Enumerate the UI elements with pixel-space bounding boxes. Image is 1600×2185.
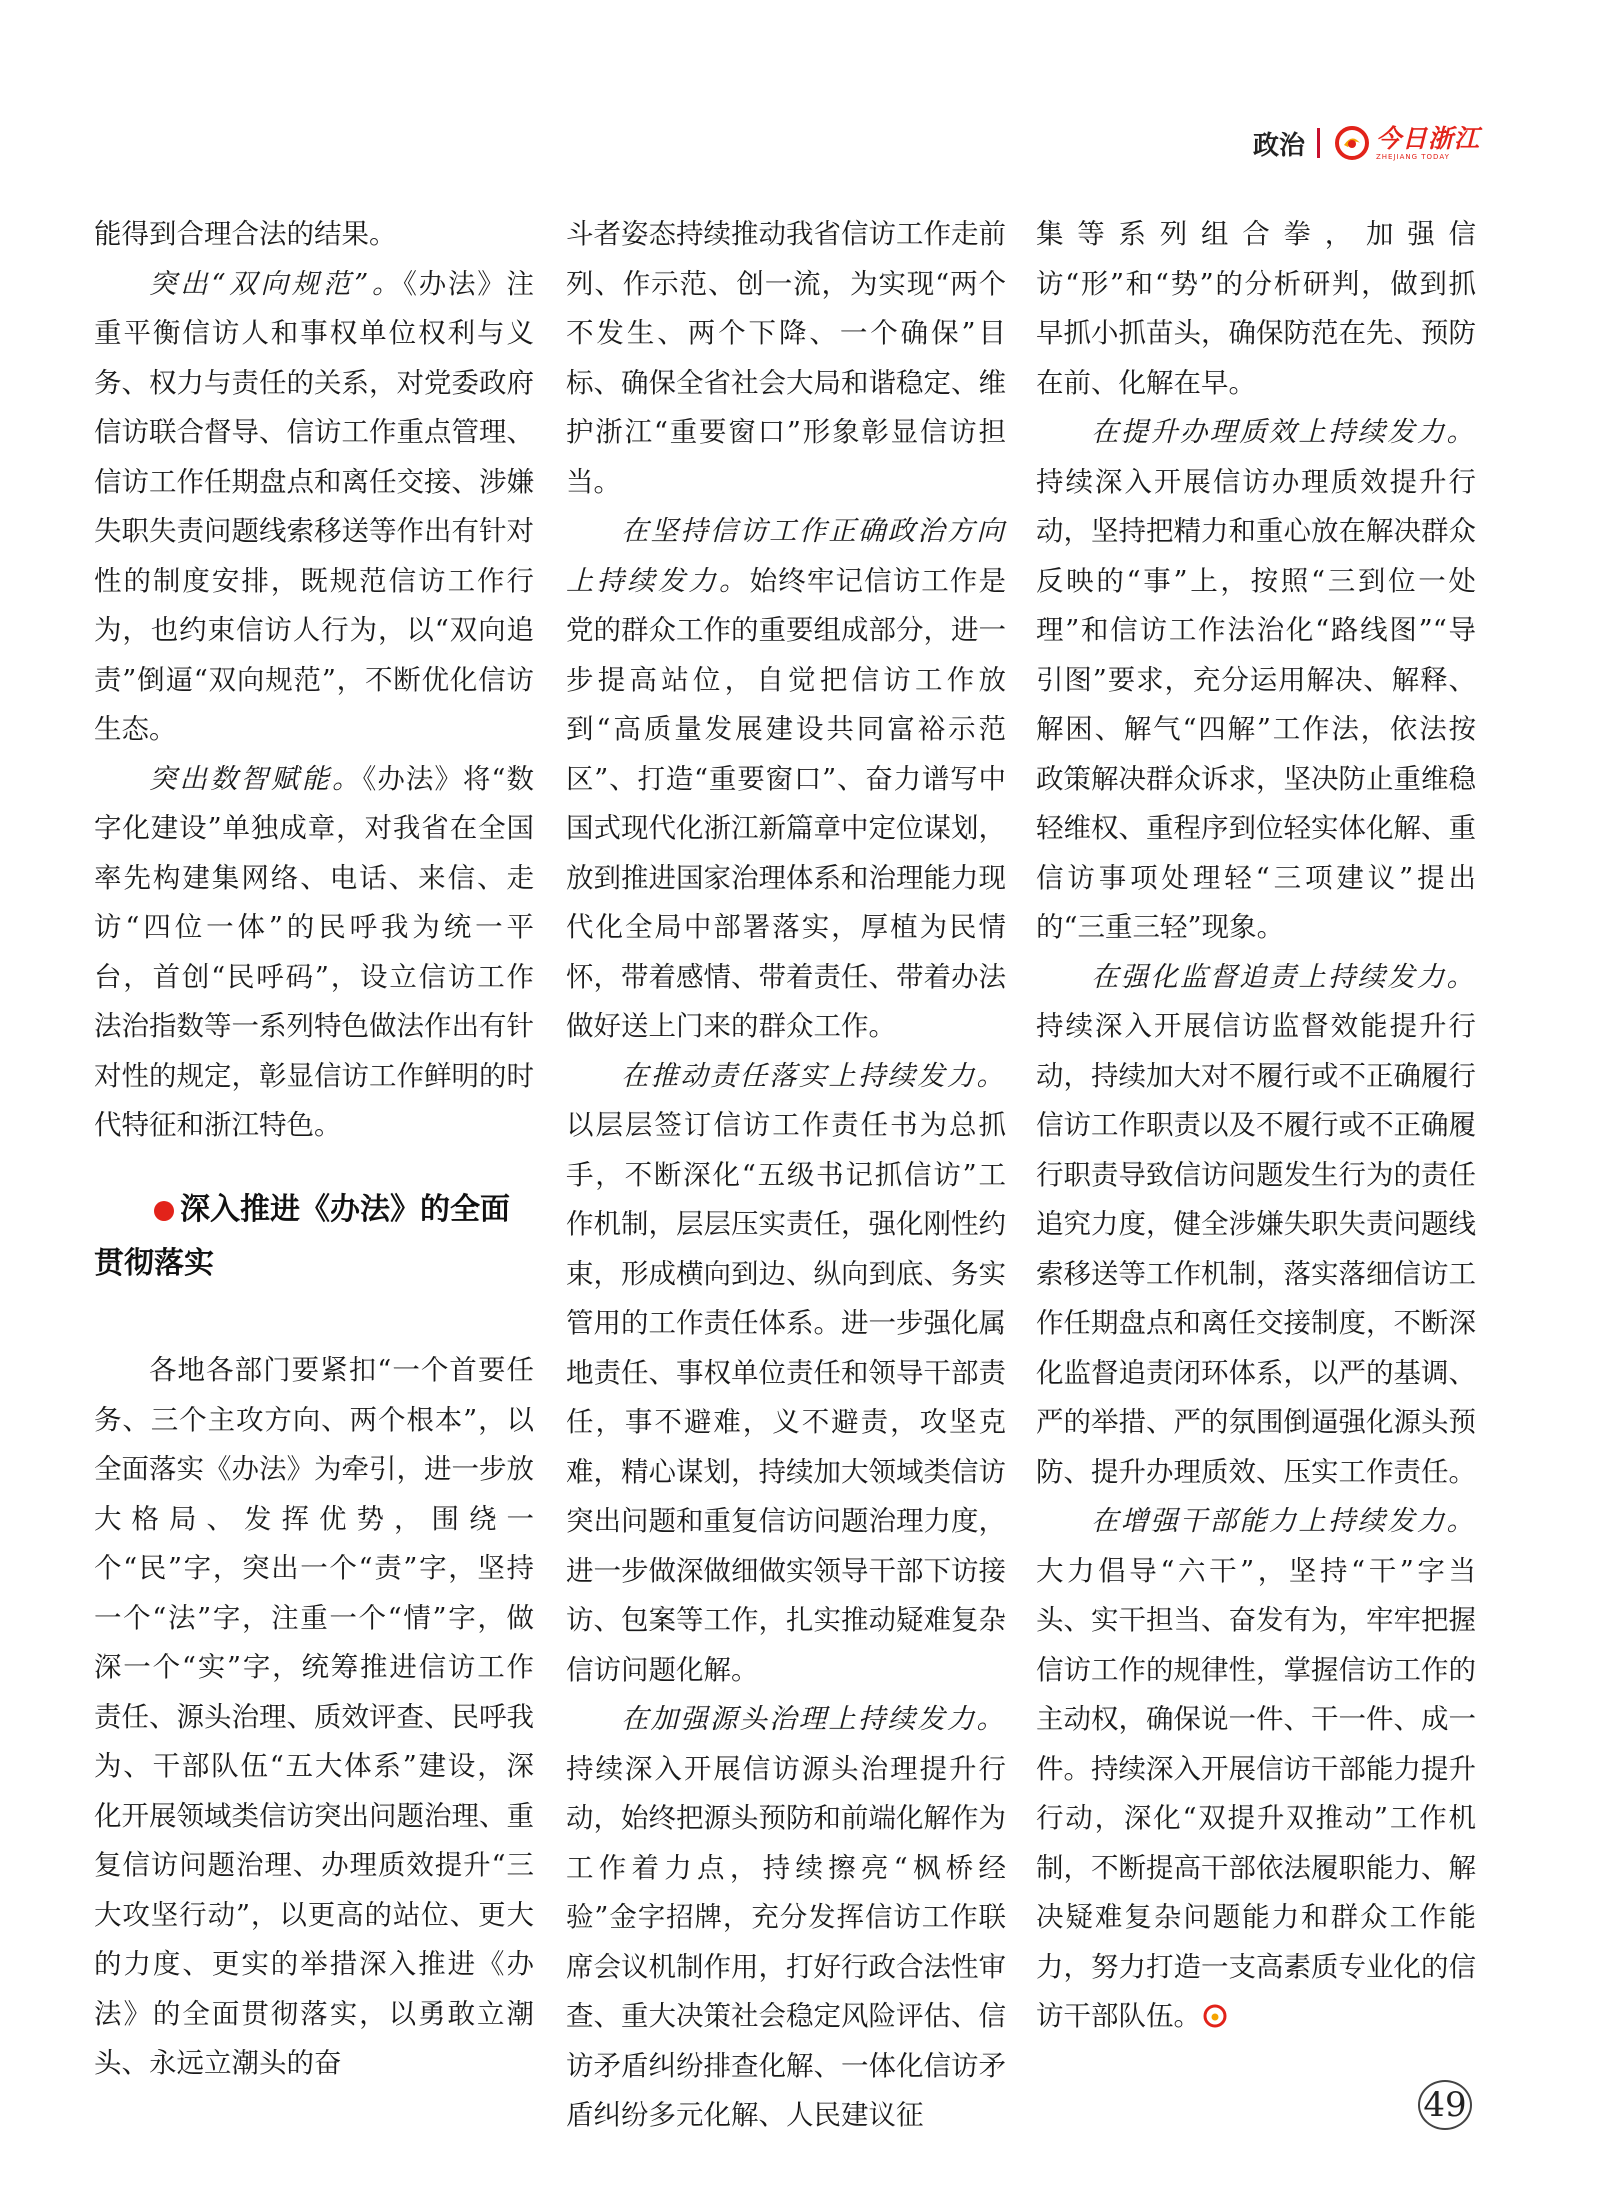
paragraph: 能得到合理合法的结果。 — [94, 218, 397, 250]
paragraph — [94, 260, 534, 755]
column-1 — [94, 210, 534, 1151]
paragraph-body: 《办法》注重平衡信访人和事权单位权利与义务、权力与责任的关系，对党委政府信访联合督导、信访工作重点管理、信访工作任期盘点和离任交接、涉嫌失职失责问题线索移送等作出有针对性的制度安排，既规范信访工作行为，也约束信访人行为，以“双向追责”倒逼“双向规范”，不断优化信访生态。 — [94, 267, 534, 745]
paragraph-body: 持续深入开展信访监督效能提升行动，持续加大对不履行或不正确履行信访工作职责以及不履行或不正确履行职责导致信访问题发生行为的责任追究力度，健全涉嫌失职失责问题线索移送等工作机制，落实落细信访工作任期盘点和离任交接制度，不断深化监督追责闭环体系，以严的基调、严的举措、严的氛围倒逼强化源头预防、提升办理质效、压实工作责任。 — [1036, 1010, 1476, 1488]
keyword-lead: 在提升办理质效上持续发力。 — [1091, 416, 1476, 448]
column-2 — [566, 210, 1006, 2141]
brand-name-en: ZHEJIANG TODAY — [1375, 152, 1450, 161]
page-header — [1253, 118, 1480, 168]
keyword-lead: 在加强源头治理上持续发力。 — [621, 1703, 1006, 1735]
brand-logo-icon — [1334, 125, 1370, 161]
paragraph-body: 大力倡导“六干”，坚持“干”字当头、实干担当、奋发有为，牢牢把握信访工作的规律性，掌握信访工作的主动权，确保说一件、干一件、成一件。持续深入开展信访干部能力提升行动，深化“双提升双推动”工作机制，不断提高干部依法履职能力、解决疑难复杂问题能力和群众工作能力，努力打造一支高素质专业化的信访干部队伍。 — [1036, 1554, 1476, 2032]
paragraph — [566, 1052, 1006, 1696]
paragraph — [1036, 1497, 1476, 2042]
bullet-dot-icon — [154, 1201, 174, 1221]
page-number: 49 — [1418, 2080, 1472, 2130]
paragraph-body: 以层层签订信访工作责任书为总抓手，不断深化“五级书记抓信访”工作机制，层层压实责任，强化刚性约束，形成横向到边、纵向到底、务实管用的工作责任体系。进一步强化属地责任、事权单位责任和领导干部责任，事不避难，义不避责，攻坚克难，精心谋划，持续加大领域类信访突出问题和重复信访问题治理力度，进一步做深做细做实领导干部下访接访、包案等工作，扎实推动疑难复杂信访问题化解。 — [566, 1109, 1006, 1686]
paragraph: 斗者姿态持续推动我省信访工作走前列、作示范、创一流，为实现“两个不发生、两个下降、一个确保”目标、确保全省社会大局和谐稳定、维护浙江“重要窗口”形象彰显信访担当。 — [566, 218, 1006, 498]
paragraph — [566, 1695, 1006, 2141]
keyword-lead: 突出数智赋能。 — [149, 762, 363, 795]
paragraph-body: 持续深入开展信访源头治理提升行动，始终把源头预防和前端化解作为工作着力点，持续擦亮“枫桥经验”金字招牌，充分发挥信访工作联席会议机制作用，打好行政合法性审查、重大决策社会稳定风险评估、信访矛盾纠纷排查化解、一体化信访矛盾纠纷多元化解、人民建议征 — [566, 1752, 1006, 2131]
paragraph: 各地各部门要紧扣“一个首要任务、三个主攻方向、两个根本”，以全面落实《办法》为牵引，进一步放大格局、发挥优势，围绕一个“民”字，突出一个“责”字，坚持一个“法”字，注重一个“情”字，做深一个“实”字，统筹推进信访工作责任、源头治理、质效评查、民呼我为、干部队伍“五大体系”建设，深化开展领域类信访突出问题治理、重复信访问题治理、办理质效提升“三大攻坚行动”，以更高的站位、更大的力度、更实的举措深入推进《办法》的全面贯彻落实，以勇敢立潮头、永远立潮头的奋 — [94, 1354, 534, 2079]
paragraph-body: 持续深入开展信访办理质效提升行动，坚持把精力和重心放在解决群众反映的“事”上，按照“三到位一处理”和信访工作法治化“路线图”“导引图”要求，充分运用解决、解释、解困、解气“四解”工作法，依法按政策解决群众诉求，坚决防止重维稳轻维权、重程序到位轻实体化解、重信访事项处理轻“三项建议”提出的“三重三轻”现象。 — [1036, 465, 1476, 943]
keyword-lead: 突出“双向规范”。 — [149, 267, 404, 300]
paragraph — [94, 755, 534, 1151]
keyword-lead: 在增强干部能力上持续发力。 — [1091, 1505, 1476, 1537]
brand — [1334, 125, 1480, 161]
section-label: 政治 — [1252, 130, 1305, 161]
keyword-lead: 在坚持信访工作正确政治方向上持续发力。 — [566, 515, 1006, 597]
paragraph — [1036, 408, 1476, 953]
paragraph-body: 始终牢记信访工作是党的群众工作的重要组成部分，进一步提高站位，自觉把信访工作放到“高质量发展建设共同富裕示范区”、打造“重要窗口”、奋力谱写中国式现代化浙江新篇章中定位谋划，放到推进国家治理体系和治理能力现代化全局中部署落实，厚植为民情怀，带着感情、带着责任、带着办法做好送上门来的群众工作。 — [566, 564, 1007, 1042]
brand-name: 今日浙江 — [1375, 123, 1480, 153]
paragraph-body: 《办法》将“数字化建设”单独成章，对我省在全国率先构建集网络、电话、来信、走访“四位一体”的民呼我为统一平台，首创“民呼码”，设立信访工作法治指数等一系列特色做法作出有针对性的规定，彰显信访工作鲜明的时代特征和浙江特色。 — [94, 762, 535, 1141]
paragraph — [1036, 953, 1476, 1498]
article-end-icon — [1203, 2004, 1227, 2028]
column-3 — [1036, 210, 1476, 2042]
section-heading-text: 深入推进《办法》的全面贯彻落实 — [94, 1192, 510, 1281]
section-heading — [94, 1183, 534, 1291]
paragraph — [566, 507, 1006, 1052]
keyword-lead: 在强化监督追责上持续发力。 — [1091, 960, 1476, 993]
header-divider — [1317, 128, 1320, 158]
keyword-lead: 在推动责任落实上持续发力。 — [621, 1059, 1006, 1092]
paragraph: 集等系列组合拳，加强信访“形”和“势”的分析研判，做到抓早抓小抓苗头，确保防范在先、预防在前、化解在早。 — [1036, 218, 1476, 399]
column-1-lower — [94, 1346, 534, 2089]
